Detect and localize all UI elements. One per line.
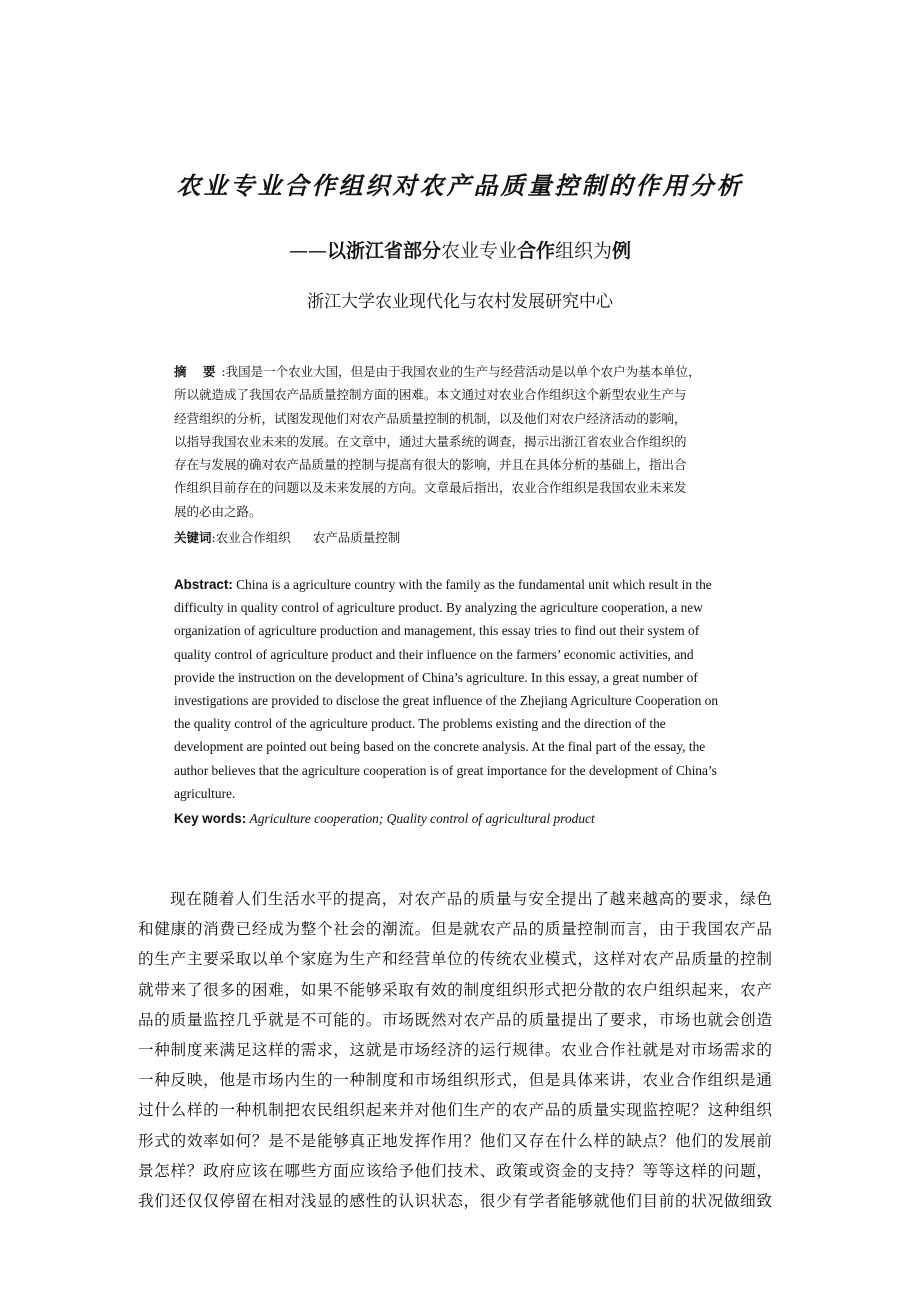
body-line: 和健康的消费已经成为整个社会的潮流。但是就农产品的质量控制而言，由于我国农产品 [138,920,772,939]
abstract-en-line: agriculture. [174,785,236,801]
abstract-en-line: development are pointed out being based on the concrete analysis. At the final part of the essay, the [174,739,706,755]
body-line: 景怎样？政府应该在哪些方面应该给予他们技术、政策或资金的支持？等等这样的问题， [138,1161,772,1180]
abstract-cn-line: 展的必由之路。 [174,503,262,519]
abstract-cn-line: 经营组织的分析，试图发现他们对农产品质量控制的机制，以及他们对农户经济活动的影响， [174,410,687,426]
keywords-cn-item: 农业合作组织 [215,530,291,545]
abstract-cn-line [174,360,752,383]
abstract-en-line: provide the instruction on the development of China’s agriculture. In this essay, a great number of [174,669,698,685]
abstract-cn [174,360,752,523]
abstract-en-text: China is a agriculture country with the family as the fundamental unit which result in the [232,577,712,592]
abstract-en-line: difficulty in quality control of agriculture product. By analyzing the agriculture cooperation, a new [174,600,703,616]
abstract-en-label: Abstract: [174,577,233,592]
body-line: 形式的效率如何？是不是能够真正地发挥作用？他们又存在什么样的缺点？他们的发展前 [138,1131,772,1150]
body-paragraph [138,884,772,1216]
abstract-cn-line: 存在与发展的确对农产品质量的控制与提高有很大的影响，并且在具体分析的基础上，指出合 [174,457,687,473]
body-line: 现在随着人们生活水平的提高，对农产品的质量与安全提出了越来越高的要求，绿色 [170,890,772,908]
body-line: 就带来了很多的困难，如果不能够采取有效的制度组织形式把分散的农户组织起来，农产 [138,980,772,999]
keywords-cn [174,528,752,546]
body-line: 品的质量监控几乎就是不可能的。市场既然对农产品的质量提出了要求，市场也就会创造 [138,1010,772,1029]
abstract-en-line: organization of agriculture production and management, this essay tries to find out their system of [174,623,700,639]
abstract-cn-line: 以指导我国农业未来的发展。在文章中，通过大量系统的调查，揭示出浙江省农业合作组织的 [174,433,687,449]
abstract-cn-text: 我国是一个农业大国，但是由于我国农业的生产与经营活动是以单个农户为基本单位， [225,364,701,379]
paper-title: 农业专业合作组织对农产品质量控制的作用分析 [176,171,744,200]
keywords-cn-item: 农产品质量控制 [312,530,401,545]
body-line: 过什么样的一种机制把农民组织起来并对他们生产的农产品的质量实现监控呢？这种组织 [138,1101,772,1120]
affiliation: 浙江大学农业现代化与农村发展研究中心 [307,292,613,312]
keywords-en-label: Key words: [174,811,247,826]
abstract-cn-line: 作组织目前存在的问题以及未来发展的方向。文章最后指出，农业合作组织是我国农业未来发 [174,480,687,496]
abstract-en-line: author believes that the agriculture cooperation is of great importance for the development of China’s [174,762,717,778]
abstract-en-line: the quality control of the agriculture product. The problems existing and the direction of the [174,716,666,732]
abstract-en [174,573,744,805]
abstract-cn-line: 所以就造成了我国农产品质量控制方面的困难。本文通过对农业合作组织这个新型农业生产与 [174,387,687,403]
abstract-cn-colon: : [221,364,226,379]
body-line: 我们还仅仅停留在相对浅显的感性的认识状态，很少有学者能够就他们目前的状况做细致 [138,1192,772,1211]
keywords-en [174,811,752,827]
paper-subtitle [0,236,920,263]
body-line: 的生产主要采取以单个家庭为生产和经营单位的传统农业模式，这样对农产品质量的控制 [138,950,772,969]
subtitle-part3: 合作 [516,240,555,262]
abstract-en-line: quality control of agriculture product and their influence on the farmers’ economic activities, and [174,646,694,662]
body-line: 一种制度来满足这样的需求，这就是市场经济的运行规律。农业合作社就是对市场需求的 [138,1041,772,1060]
subtitle-part5: 例 [612,240,632,262]
keywords-en-value: Agriculture cooperation; Quality control of agricultural product [249,811,595,826]
subtitle-part1: 以浙江省部分 [326,240,441,262]
abstract-en-line [174,573,744,596]
abstract-cn-label: 摘 要 [174,364,222,379]
subtitle-part2: 农业专业 [440,240,517,262]
keywords-cn-label: 关键词 [174,530,212,545]
abstract-en-line: investigations are provided to disclose the great influence of the Zhejiang Agriculture Cooperation on [174,693,719,709]
subtitle-dash: —— [288,240,327,262]
body-line: 一种反映，他是市场内生的一种制度和市场组织形式，但是具体来讲，农业合作组织是通 [138,1071,772,1090]
keywords-cn-colon: : [211,530,216,545]
subtitle-part4: 组织为 [555,240,613,262]
